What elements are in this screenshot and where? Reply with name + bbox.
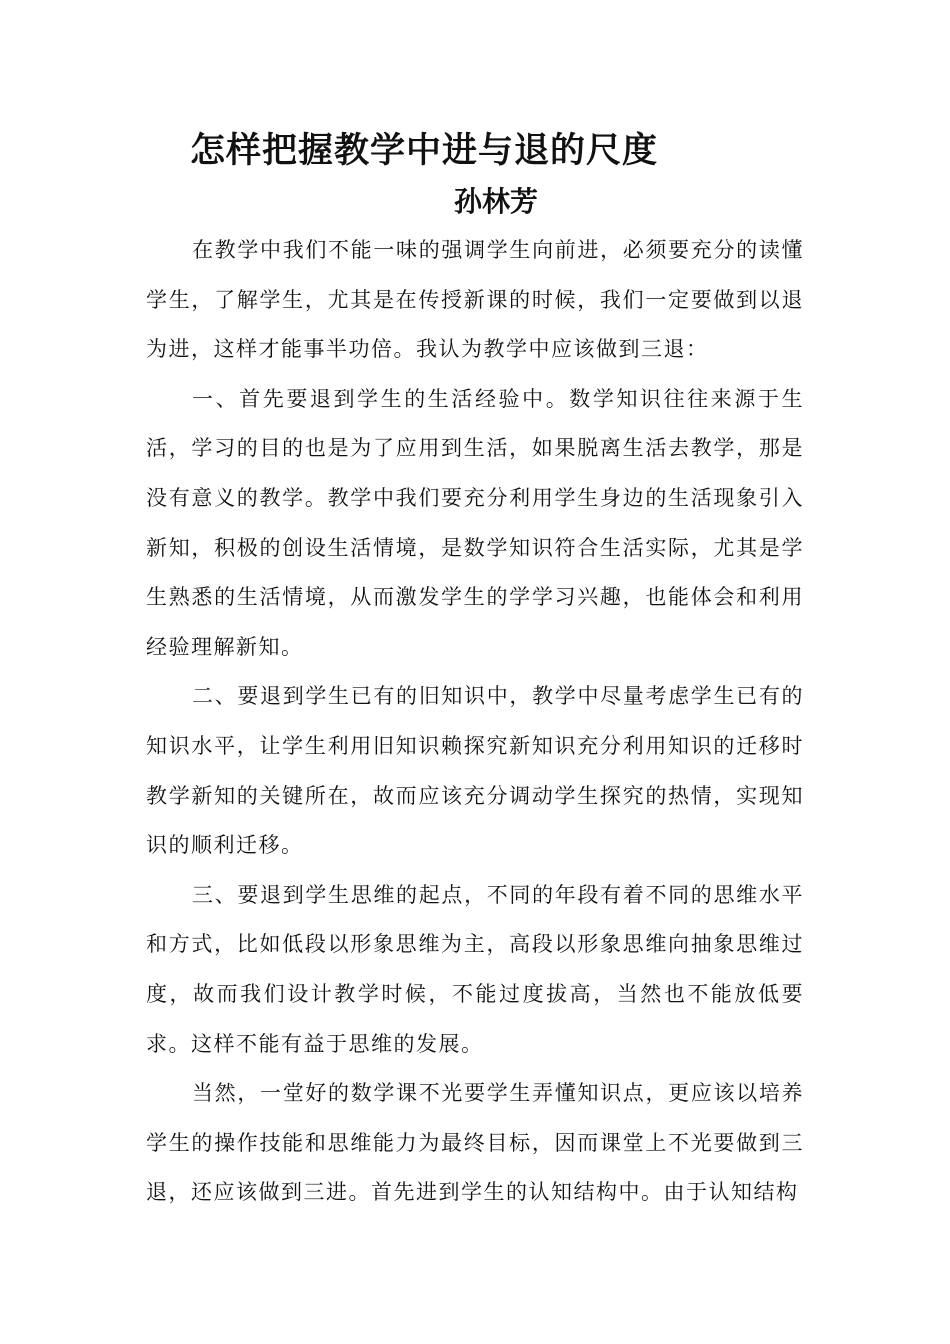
document-title: 怎样把握教学中进与退的尺度 [190,131,659,171]
document-author: 孙林芳 [454,185,539,218]
paragraph-first-retreat: 一、首先要退到学生的生活经验中。数学知识往往来源于生活，学习的目的也是为了应用到生活，如果脱离生活去教学，那是没有意义的教学。教学中我们要充分利用学生身边的生活现象引入新知，积极的创设生活情境，是数学知识符合生活实际，尤其是学生熟悉的生活情境，从而激发学生的学学习兴趣，也能体会和利用经验理解新知。 [146,386,804,659]
paragraph-third-retreat: 三、要退到学生思维的起点，不同的年段有着不同的思维水平和方式，比如低段以形象思维为主，高段以形象思维向抽象思维过度，故而我们设计教学时候，不能过度拔高，当然也不能放低要求。这样不能有益于思维的发展。 [146,882,804,1056]
paragraph-second-retreat: 二、要退到学生已有的旧知识中，教学中尽量考虑学生已有的知识水平，让学生利用旧知识赖探究新知识充分利用知识的迁移时教学新知的关键所在，故而应该充分调动学生探究的热情，实现知识的顺利迁移。 [146,684,804,858]
paragraph-intro: 在教学中我们不能一味的强调学生向前进，必须要充分的读懂学生，了解学生，尤其是在传授新课的时候，我们一定要做到以退为进，这样才能事半功倍。我认为教学中应该做到三退： [146,238,804,362]
document-body [146,226,804,1218]
paragraph-advances: 当然，一堂好的数学课不光要学生弄懂知识点，更应该以培养学生的操作技能和思维能力为最终目标，因而课堂上不光要做到三退，还应该做到三进。首先进到学生的认知结构中。由于认知结构 [146,1081,804,1205]
